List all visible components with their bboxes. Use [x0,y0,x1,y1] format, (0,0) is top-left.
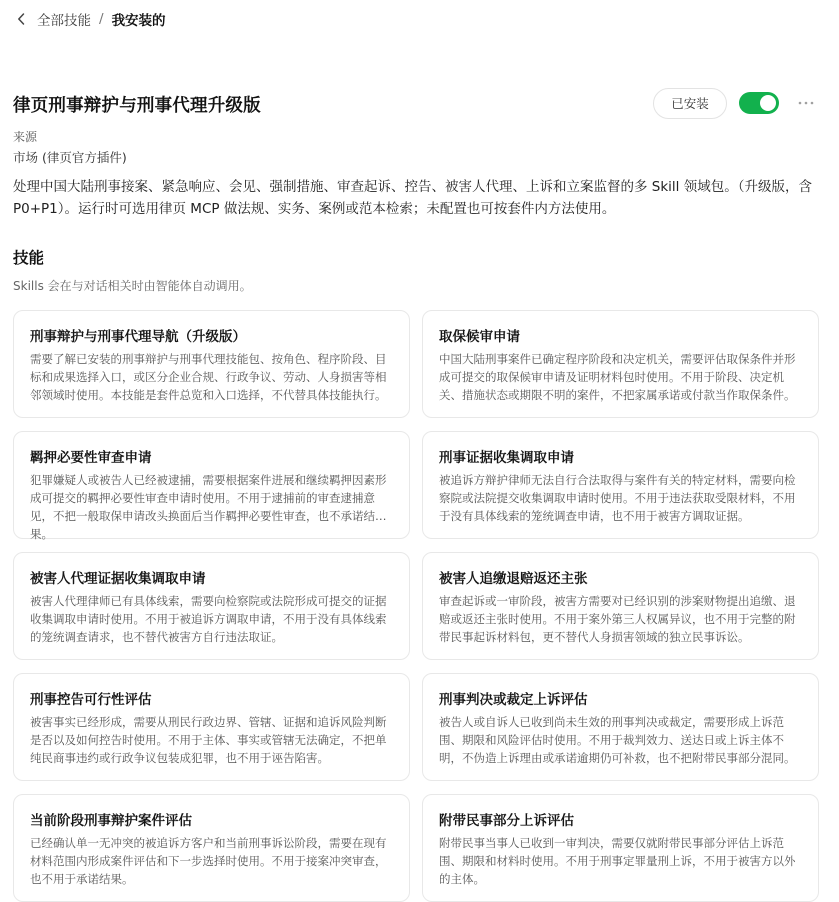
breadcrumb [14,10,166,28]
skill-card-title: 刑事判决或裁定上诉评估 [439,692,588,708]
toggle-knob [760,95,776,111]
skill-card[interactable] [13,431,410,539]
skill-card-title: 取保候审申请 [439,329,520,345]
installed-button[interactable]: 已安装 [653,88,727,119]
skill-card[interactable] [13,310,410,418]
skill-card-title: 刑事辩护与刑事代理导航（升级版） [30,329,246,345]
skill-card-description: 审查起诉或一审阶段，被害方需要对已经识别的涉案财物提出追缴、退赔或返还主张时使用。不用于案外第三人权属异议，也不用于完整的附带民事起诉材料包，更不替代人身损害领域的独立民事诉讼。 [439,594,796,644]
skill-card-title: 被害人代理证据收集调取申请 [30,571,206,587]
skill-card[interactable] [13,794,410,902]
skill-card-title: 当前阶段刑事辩护案件评估 [30,813,192,829]
skill-card[interactable] [422,431,819,539]
skill-card[interactable] [13,552,410,660]
breadcrumb-separator: / [99,11,104,27]
skill-card-description: 被追诉方辩护律师无法自行合法取得与案件有关的特定材料，需要向检察院或法院提交收集调取申请时使用。不用于违法获取受限材料，不用于没有具体线索的笼统调查申请，也不用于被害方调取证据。 [439,473,796,523]
skill-card[interactable] [13,673,410,781]
skill-card-title: 被害人追缴退赔返还主张 [439,571,588,587]
skill-card-title: 附带民事部分上诉评估 [439,813,574,829]
breadcrumb-parent-link[interactable]: 全部技能 [37,13,91,29]
breadcrumb-current: 我安装的 [111,13,166,29]
skill-card-description: 中国大陆刑事案件已确定程序阶段和决定机关，需要评估取保条件并形成可提交的取保候审申请及证明材料包时使用。不用于阶段、决定机关、措施状态或期限不明的案件，不把家属承诺或付款当作取保条件。 [439,352,796,402]
source-value: 市场 (律页官方插件) [13,150,127,165]
skill-card-title: 羁押必要性审查申请 [30,450,152,466]
more-options-icon[interactable] [796,93,816,113]
skills-heading: 技能 [13,249,45,267]
enable-toggle[interactable] [739,92,779,114]
skill-card-description: 需要了解已安装的刑事辩护与刑事代理技能包、按角色、程序阶段、目标和成果选择入口，或区分企业合规、行政争议、劳动、人身损害等相邻领域时使用。本技能是套件总览和入口选择，不代替具体技能执行。 [30,352,387,402]
skill-card-title: 刑事控告可行性评估 [30,692,152,708]
skills-subtitle: Skills 会在与对话相关时由智能体自动调用。 [13,279,252,293]
skill-card-title: 刑事证据收集调取申请 [439,450,574,466]
skill-card[interactable] [422,794,819,902]
plugin-title: 律页刑事辩护与刑事代理升级版 [13,96,261,116]
skill-card-description: 被害事实已经形成，需要从刑民行政边界、管辖、证据和追诉风险判断是否以及如何控告时使用。不用于主体、事实或管辖无法确定，不把单纯民商事违约或行政争议包装成犯罪，也不用于诬告陷害。 [30,715,387,765]
skill-card-description: 被害人代理律师已有具体线索，需要向检察院或法院形成可提交的证据收集调取申请时使用。不用于被追诉方调取申请，不用于没有具体线索的笼统调查请求，也不替代被害方自行违法取证。 [30,594,387,644]
skill-card-description: 附带民事当事人已收到一审判决，需要仅就附带民事部分评估上诉范围、期限和材料时使用。不用于刑事定罪量刑上诉，不用于被害方以外的主体。 [439,836,796,886]
skill-card[interactable] [422,310,819,418]
back-chevron-icon[interactable] [14,10,28,28]
skills-grid [13,310,819,902]
skill-card-description: 已经确认单一无冲突的被追诉方客户和当前刑事诉讼阶段，需要在现有材料范围内形成案件评估和下一步选择时使用。不用于接案冲突审查，也不用于承诺结果。 [30,836,387,886]
source-label: 来源 [13,130,38,144]
skill-card-description: 被告人或自诉人已收到尚未生效的刑事判决或裁定，需要形成上诉范围、期限和风险评估时使用。不用于裁判效力、送达日或上诉主体不明，不伪造上诉理由或承诺逾期仍可补救，也不把附带民事部分混同。 [439,715,796,765]
skill-card[interactable] [422,673,819,781]
plugin-description: 处理中国大陆刑事接案、紧急响应、会见、强制措施、审查起诉、控告、被害人代理、上诉和立案监督的多 Skill 领域包。（升级版，含 P0+P1）。运行时可选用律页 MCP 做法规、实务、案例或范本检索；未配置也可按套件内方法使用。 [13,179,812,217]
skill-card[interactable] [422,552,819,660]
skill-card-description: 犯罪嫌疑人或被告人已经被逮捕，需要根据案件进展和继续羁押因素形成可提交的羁押必要性审查申请时使用。不用于逮捕前的审查逮捕意见，不把一般取保申请改头换面后当作羁押必要性审查，也不承诺结果。 [30,473,387,541]
